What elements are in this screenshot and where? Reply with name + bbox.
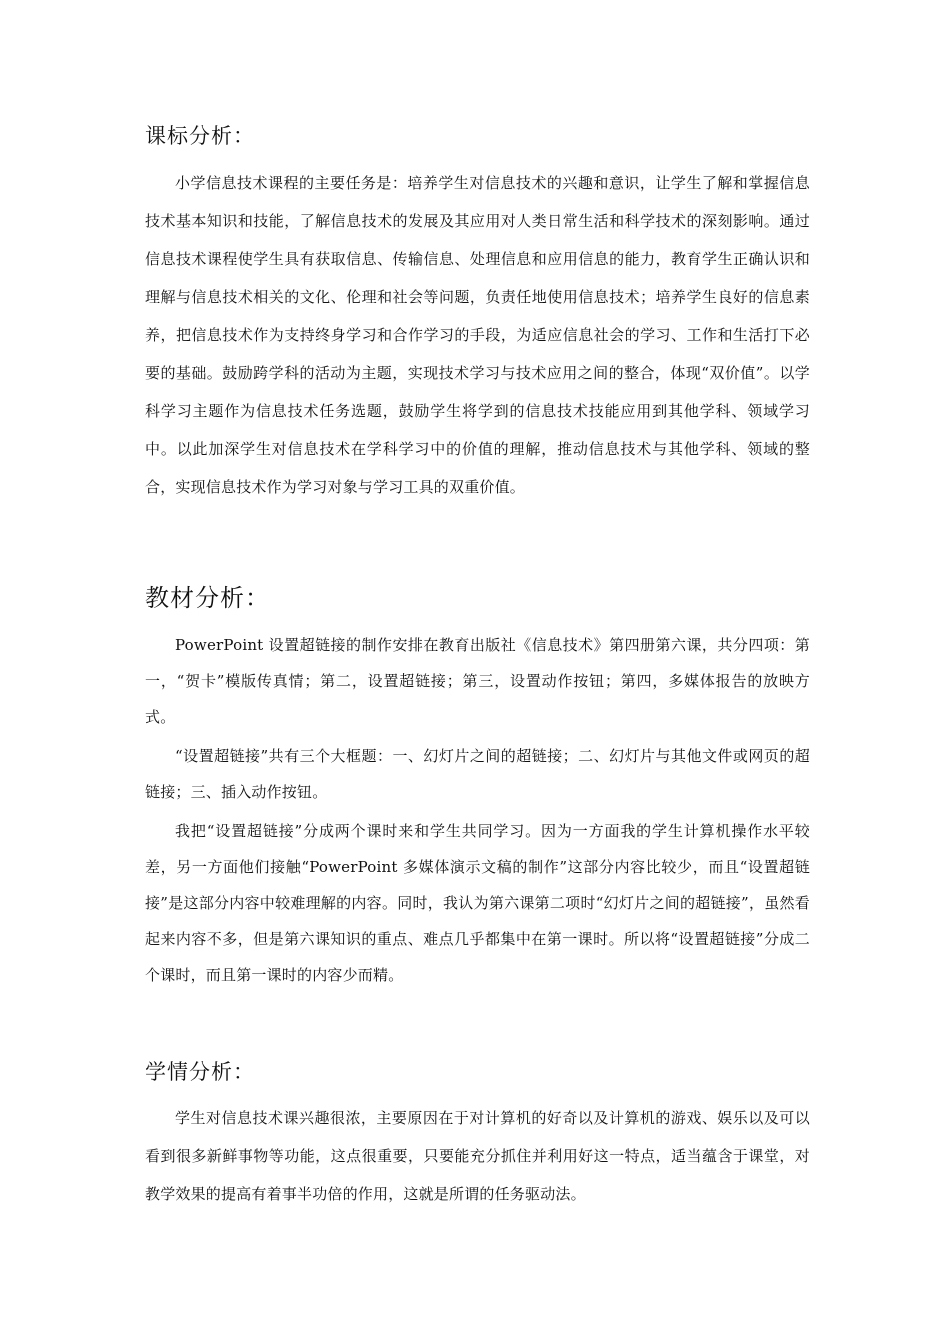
section-heading-textbook: 教材分析：: [145, 584, 270, 612]
section-heading-students: 学情分析：: [145, 1060, 255, 1084]
paragraph-students: 学生对信息技术课兴趣很浓，主要原因在于对计算机的好奇以及计算机的游戏、娱乐以及可以看到很多新鲜事物等功能，这点很重要，只要能充分抓住并利用好这一特点，适当蕴含于课堂，对教学效果的提高有着事半功倍的作用，这就是所谓的任务驱动法。: [145, 1109, 810, 1203]
paragraph-curriculum: 小学信息技术课程的主要任务是：培养学生对信息技术的兴趣和意识，让学生了解和掌握信息技术基本知识和技能，了解信息技术的发展及其应用对人类日常生活和科学技术的深刻影响。通过信息技术课程使学生具有获取信息、传输信息、处理信息和应用信息的能力，教育学生正确认识和理解与信息技术相关的文化、伦理和社会等问题，负责任地使用信息技术；培养学生良好的信息素养，把信息技术作为支持终身学习和合作学习的手段，为适应信息社会的学习、工作和生活打下必要的基础。鼓励跨学科的活动为主题，实现技术学习与技术应用之间的整合，体现“双价值”。以学科学习主题作为信息技术任务选题，鼓励学生将学到的信息技术技能应用到其他学科、领域学习中。以此加深学生对信息技术在学科学习中的价值的理解，推动信息技术与其他学科、领域的整合，实现信息技术作为学习对象与学习工具的双重价值。: [145, 174, 810, 496]
paragraph-textbook-1: PowerPoint 设置超链接的制作安排在教育出版社《信息技术》第四册第六课，共分四项：第一，“贺卡”模版传真情；第二，设置超链接；第三，设置动作按钮；第四，多媒体报告的放映方式。: [145, 636, 810, 726]
section-heading-curriculum: 课标分析：: [145, 124, 255, 148]
paragraph-textbook-2: “设置超链接”共有三个大框题：一、幻灯片之间的超链接；二、幻灯片与其他文件或网页的超链接；三、插入动作按钮。: [145, 747, 810, 801]
paragraph-textbook-3: 我把“设置超链接”分成两个课时来和学生共同学习。因为一方面我的学生计算机操作水平较差，另一方面他们接触“PowerPoint 多媒体演示文稿的制作”这部分内容比较少，而且“设置超链接”是这部分内容中较难理解的内容。同时，我认为第六课第二项时“幻灯片之间的超链接”，虽然看起来内容不多，但是第六课知识的重点、难点几乎都集中在第一课时。所以将“设置超链接”分成二个课时，而且第一课时的内容少而精。: [145, 822, 810, 984]
